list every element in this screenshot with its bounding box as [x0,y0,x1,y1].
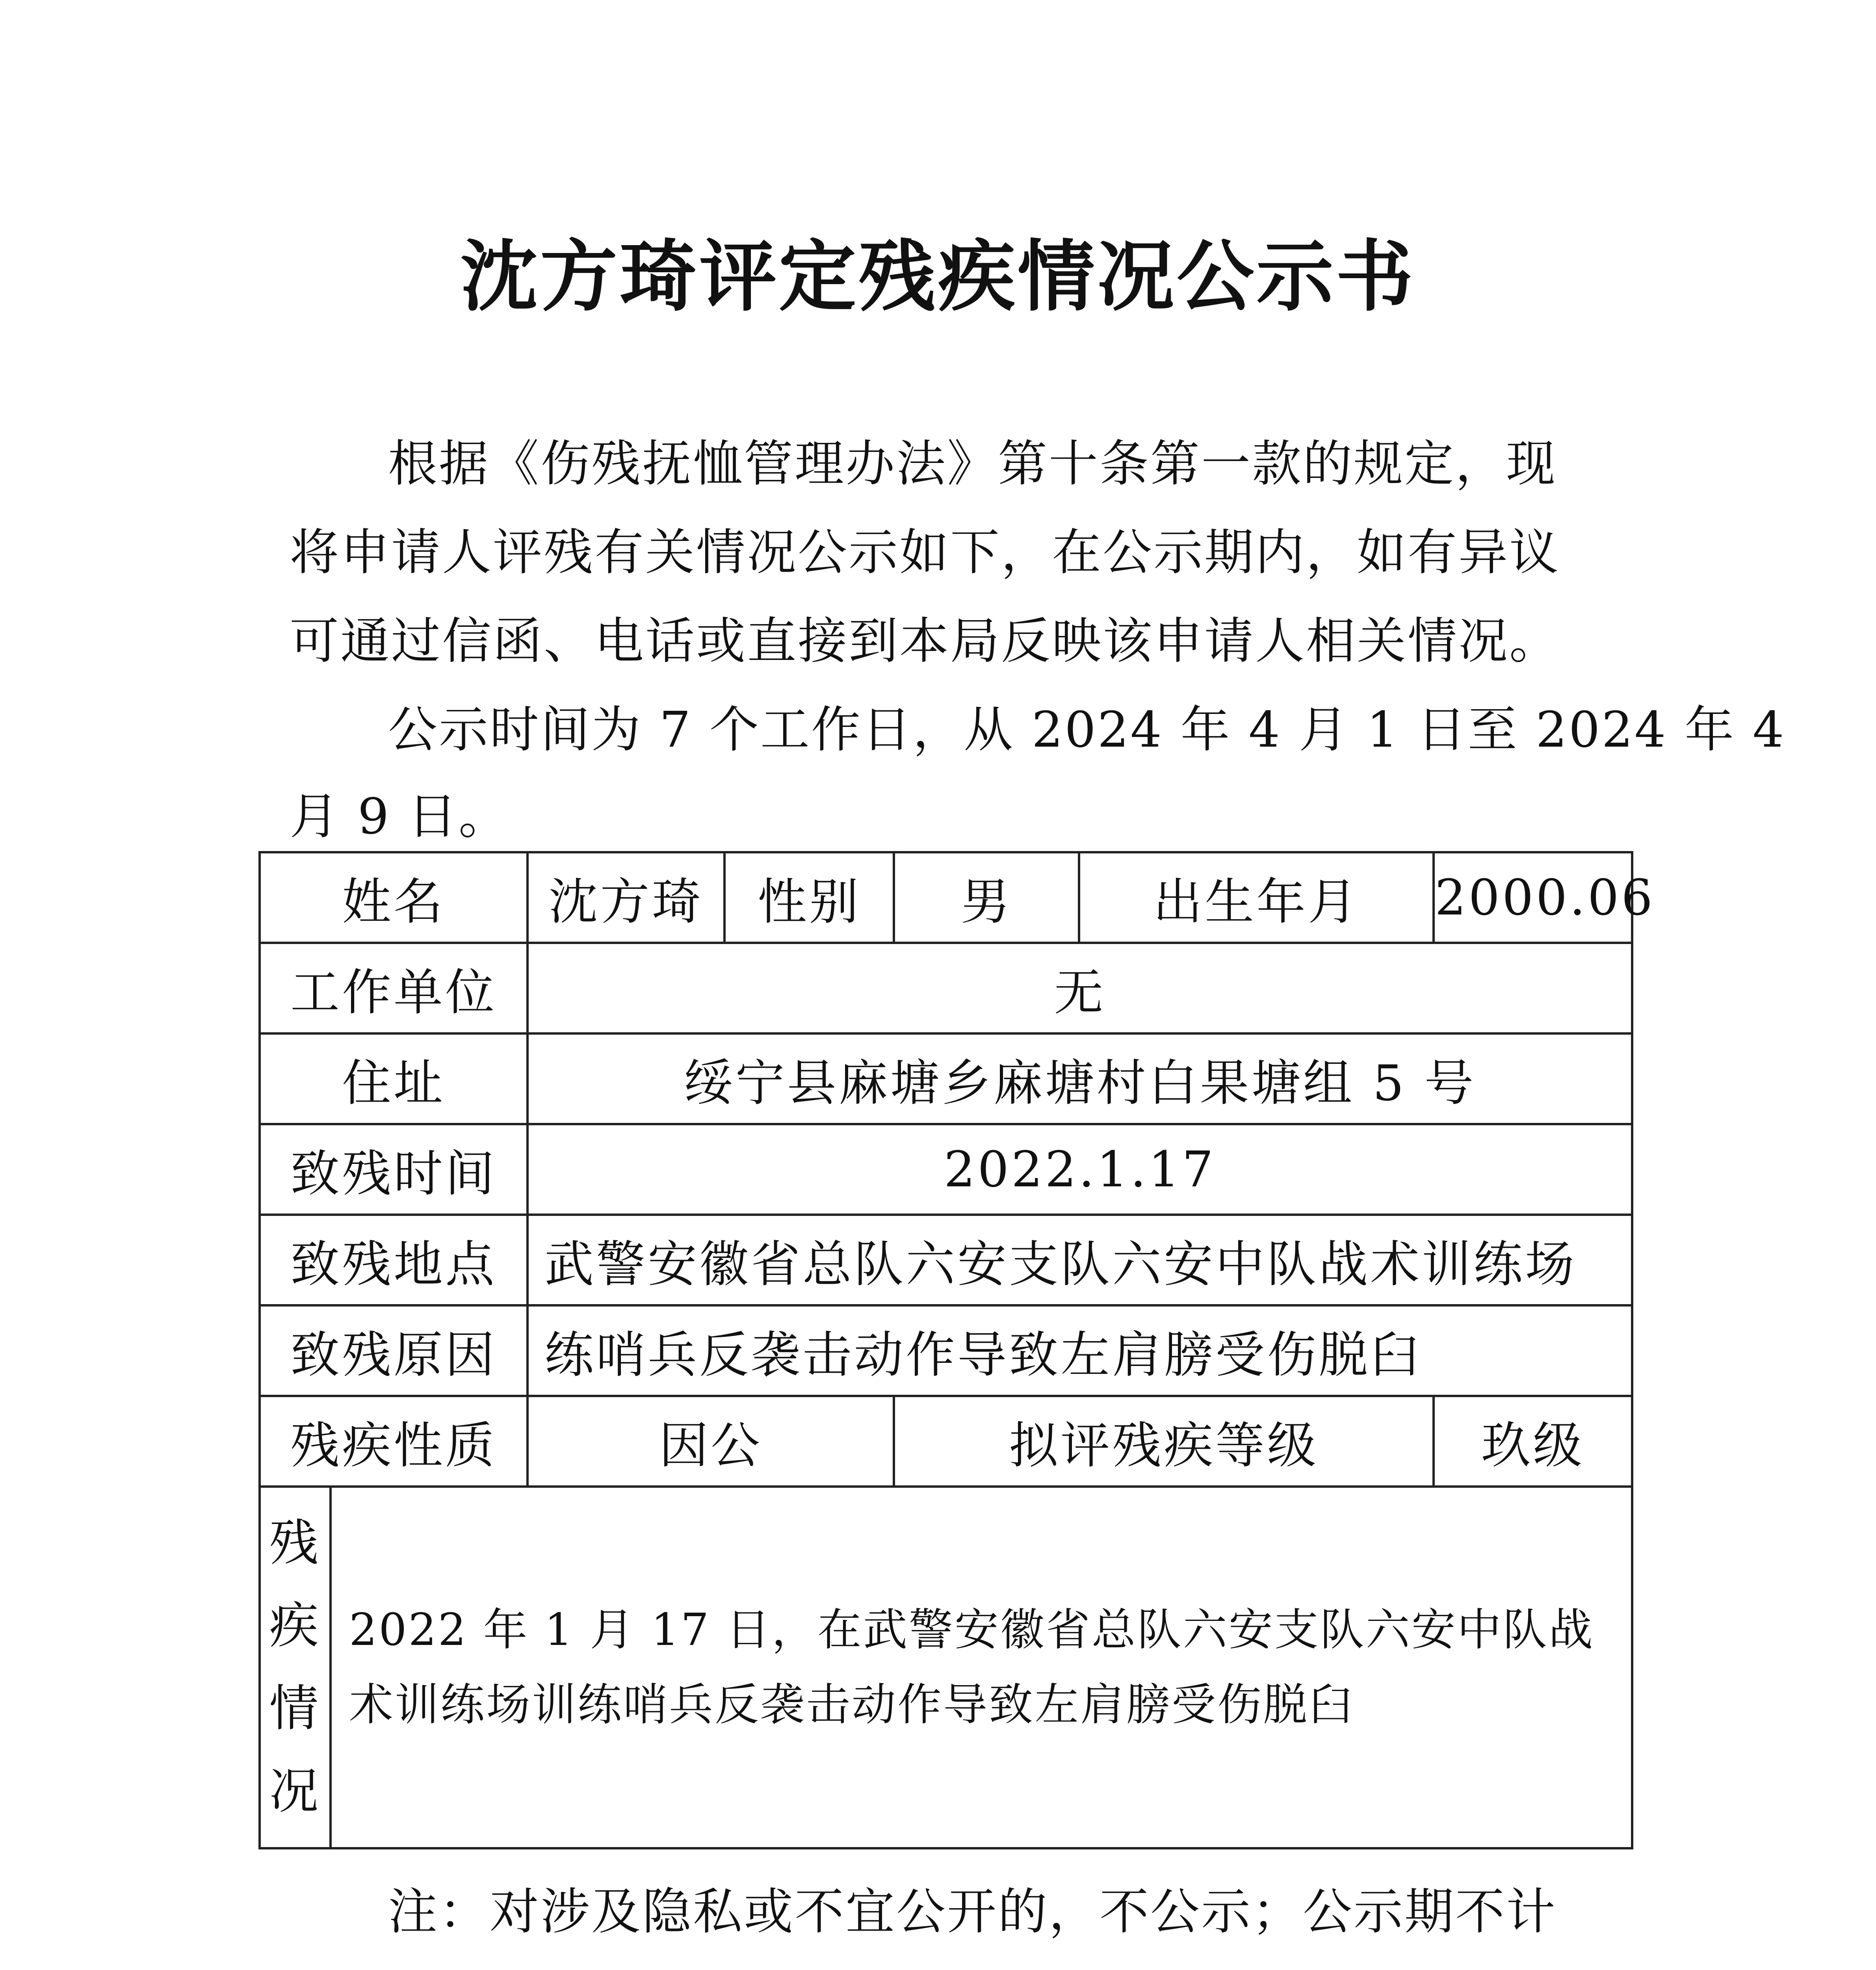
address-label: 住址 [260,1033,528,1124]
disability-detail-label: 残疾情况 [260,1487,331,1848]
disability-nature-label: 残疾性质 [260,1396,528,1487]
disability-nature-value: 因公 [528,1396,894,1487]
intro-line-3: 可通过信函、电话或直接到本局反映该申请人相关情况。 [290,613,1560,670]
note-line-1: 注：对涉及隐私或不宜公开的，不公示；公示期不计 [388,1883,1557,1940]
disability-info-table [258,851,1655,1849]
intro-line-1: 根据《伤残抚恤管理办法》第十条第一款的规定，现 [388,435,1557,492]
name-value: 沈方琦 [528,852,724,943]
disability-cause-label: 致残原因 [260,1305,528,1396]
birth-value: 2000.06 [1434,852,1632,943]
address-value: 绥宁县麻塘乡麻塘村白果塘组 5 号 [528,1033,1632,1124]
gender-label: 性别 [724,852,894,943]
name-label: 姓名 [260,852,528,943]
proposed-grade-label: 拟评残疾等级 [894,1396,1434,1487]
disability-time-value: 2022.1.17 [528,1124,1632,1215]
disability-detail-value: 2022 年 1 月 17 日，在武警安徽省总队六安支队六安中队战术训练场训练哨兵反袭击动作导致左肩膀受伤脱臼 [331,1487,1632,1848]
disability-cause-value: 练哨兵反袭击动作导致左肩膀受伤脱臼 [528,1305,1632,1396]
intro-line-4: 公示时间为 7 个工作日，从 2024 年 4 月 1 日至 2024 年 4 [388,701,1786,758]
work-unit-value: 无 [528,943,1632,1033]
proposed-grade-value: 玖级 [1434,1396,1632,1487]
birth-label: 出生年月 [1079,852,1434,943]
intro-line-5: 月 9 日。 [290,788,509,845]
gender-value: 男 [894,852,1079,943]
work-unit-label: 工作单位 [260,943,528,1033]
disability-place-label: 致残地点 [260,1215,528,1305]
document-title: 沈方琦评定残疾情况公示书 [460,231,1415,322]
intro-line-2: 将申请人评残有关情况公示如下，在公示期内，如有异议 [290,524,1560,581]
disability-time-label: 致残时间 [260,1124,528,1215]
disability-place-value: 武警安徽省总队六安支队六安中队战术训练场 [528,1215,1632,1305]
